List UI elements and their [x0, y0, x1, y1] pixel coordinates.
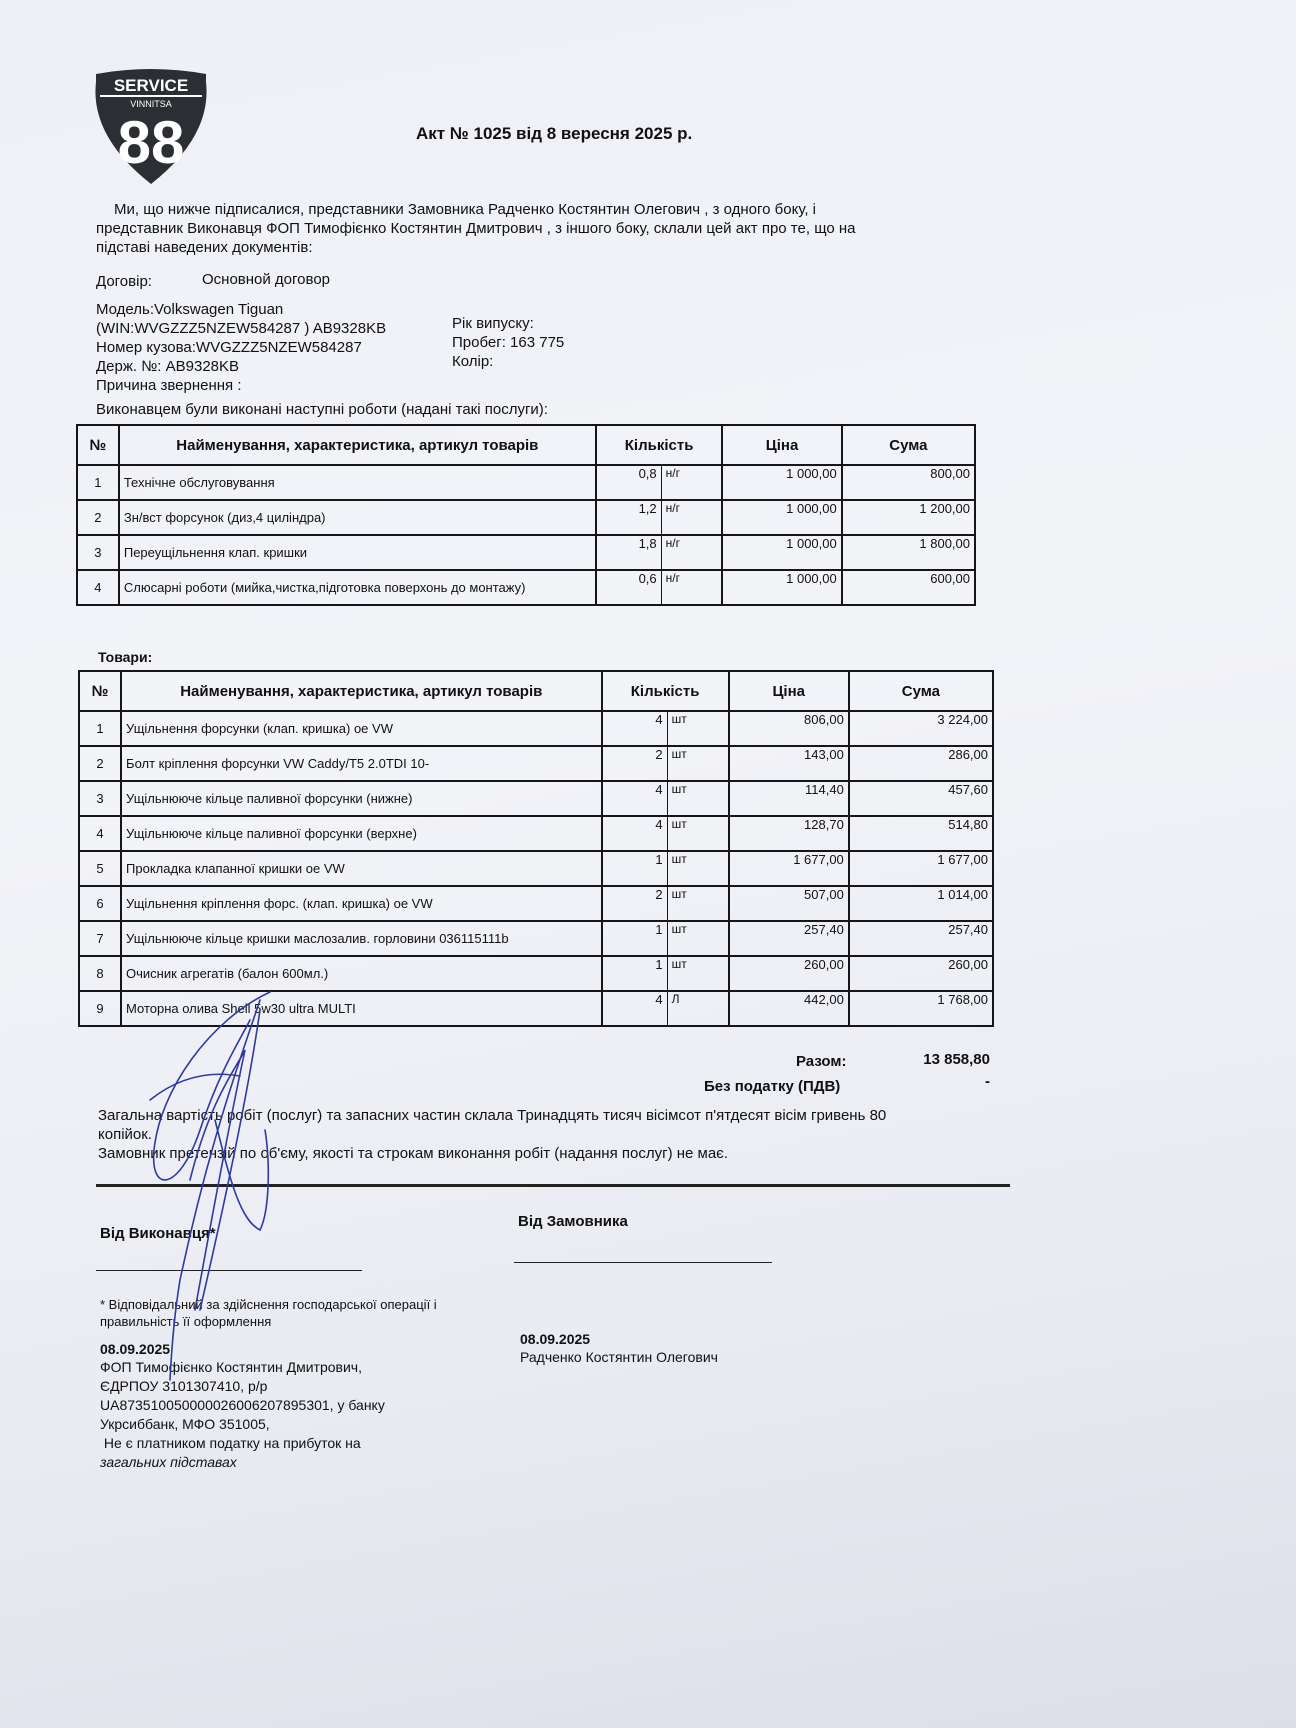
goods-cell-price: 1 677,00	[729, 851, 849, 886]
goods-cell-name: Ущільнення кріплення форс. (клап. кришка) ое VW	[121, 886, 602, 921]
executor-tax-1: Не є платником податку на прибуток на	[100, 1435, 361, 1451]
goods-cell-num: 3	[79, 781, 121, 816]
works-header-qty: Кількість	[596, 425, 723, 465]
executor-name: ФОП Тимофієнко Костянтин Дмитрович,	[100, 1359, 362, 1375]
works-header-row	[77, 425, 975, 465]
goods-cell-qty: 1	[602, 921, 668, 956]
vehicle-extra	[452, 314, 692, 371]
contract-label: Договір:	[96, 273, 152, 290]
goods-row	[79, 816, 993, 851]
executor-tax-2: загальних підставах	[100, 1454, 237, 1470]
goods-cell-unit: шт	[667, 781, 729, 816]
executor-heading: Від Виконавця*	[100, 1225, 216, 1242]
goods-header-sum: Сума	[849, 671, 993, 711]
summary-line-1: Загальна вартість робіт (послуг) та запасних частин склала Тринадцять тисяч вісімсот п'ятдесят вісім гривень 80	[98, 1107, 887, 1124]
works-cell-name: Слюсарні роботи (мийка,чистка,підготовка поверхонь до монтажу)	[119, 570, 596, 605]
works-cell-price: 1 000,00	[722, 500, 841, 535]
goods-header-num: №	[79, 671, 121, 711]
works-cell-name: Зн/вст форсунок (диз,4 циліндра)	[119, 500, 596, 535]
works-table	[76, 424, 976, 606]
logo-top-text: SERVICE	[113, 76, 189, 95]
works-cell-num: 2	[77, 500, 119, 535]
goods-row	[79, 921, 993, 956]
works-cell-qty: 1,2	[596, 500, 661, 535]
goods-cell-num: 5	[79, 851, 121, 886]
works-row	[77, 465, 975, 500]
goods-cell-name: Очисник агрегатів (балон 600мл.)	[121, 956, 602, 991]
logo-city: VINNITSA	[130, 99, 172, 109]
goods-cell-num: 8	[79, 956, 121, 991]
vehicle-block	[96, 300, 456, 395]
service-88-logo	[90, 66, 212, 186]
executor-note-1: * Відповідальний за здійснення господарської операції і	[100, 1297, 437, 1312]
works-cell-unit: н/г	[661, 535, 722, 570]
goods-cell-num: 2	[79, 746, 121, 781]
goods-row	[79, 781, 993, 816]
works-header-sum: Сума	[842, 425, 975, 465]
executor-iban: UA873510050000026006207895301, у банку	[100, 1397, 385, 1413]
goods-cell-qty: 2	[602, 746, 668, 781]
vehicle-model: Модель:Volkswagen Tiguan	[96, 301, 284, 318]
works-cell-qty: 0,6	[596, 570, 661, 605]
goods-cell-num: 7	[79, 921, 121, 956]
goods-cell-name: Моторна олива Shell 5w30 ultra MULTI	[121, 991, 602, 1026]
goods-cell-name: Ущільнення форсунки (клап. кришка) ое VW	[121, 711, 602, 746]
goods-cell-price: 806,00	[729, 711, 849, 746]
works-header-num: №	[77, 425, 119, 465]
goods-cell-qty: 1	[602, 851, 668, 886]
goods-cell-unit: шт	[667, 921, 729, 956]
vehicle-year: Рік випуску:	[452, 315, 534, 332]
vehicle-plate: Держ. №: AB9328KB	[96, 358, 240, 375]
works-row	[77, 500, 975, 535]
goods-row	[79, 711, 993, 746]
works-cell-num: 1	[77, 465, 119, 500]
goods-cell-name: Ущільнююче кільце паливної форсунки (верхне)	[121, 816, 602, 851]
works-cell-sum: 1 200,00	[842, 500, 975, 535]
works-cell-sum: 600,00	[842, 570, 975, 605]
works-cell-name: Переущільнення клап. кришки	[119, 535, 596, 570]
goods-header-qty: Кількість	[602, 671, 729, 711]
goods-cell-sum: 257,40	[849, 921, 993, 956]
goods-row	[79, 886, 993, 921]
goods-cell-name: Болт кріплення форсунки VW Caddy/T5 2.0TDI 10-	[121, 746, 602, 781]
works-cell-unit: н/г	[661, 500, 722, 535]
goods-cell-price: 257,40	[729, 921, 849, 956]
works-cell-name: Технічне обслуговування	[119, 465, 596, 500]
goods-cell-num: 4	[79, 816, 121, 851]
customer-name: Радченко Костянтин Олегович	[520, 1349, 718, 1365]
goods-cell-qty: 4	[602, 991, 668, 1026]
goods-cell-unit: шт	[667, 746, 729, 781]
goods-cell-price: 507,00	[729, 886, 849, 921]
executor-date: 08.09.2025	[100, 1341, 171, 1357]
vehicle-reason: Причина звернення :	[96, 377, 242, 394]
goods-cell-num: 1	[79, 711, 121, 746]
summary-line-3: Замовник претензій по об'єму, якості та строкам виконання робіт (надання послуг) не має.	[98, 1145, 728, 1162]
goods-cell-sum: 1 768,00	[849, 991, 993, 1026]
goods-cell-sum: 3 224,00	[849, 711, 993, 746]
goods-row	[79, 851, 993, 886]
intro-line-2: представник Виконавця ФОП Тимофієнко Костянтин Дмитрович , з іншого боку, склали цей акт про те, що на	[96, 220, 856, 237]
contract-value: Основной договор	[202, 271, 330, 288]
goods-cell-name: Ущільнююче кільце паливної форсунки (нижне)	[121, 781, 602, 816]
total-label: Разом:	[796, 1053, 847, 1070]
customer-heading: Від Замовника	[518, 1213, 628, 1230]
works-cell-qty: 1,8	[596, 535, 661, 570]
goods-cell-num: 9	[79, 991, 121, 1026]
executor-bank: Укрсиббанк, МФО 351005,	[100, 1416, 270, 1432]
works-cell-num: 3	[77, 535, 119, 570]
goods-cell-sum: 260,00	[849, 956, 993, 991]
works-cell-unit: н/г	[661, 465, 722, 500]
vehicle-win: (WIN:WVGZZZ5NZEW584287 ) AB9328KB	[96, 320, 387, 337]
goods-label: Товари:	[98, 649, 153, 665]
works-cell-unit: н/г	[661, 570, 722, 605]
works-intro: Виконавцем були виконані наступні роботи (надані такі послуги):	[96, 401, 548, 418]
customer-date: 08.09.2025	[520, 1331, 591, 1347]
goods-cell-sum: 1 677,00	[849, 851, 993, 886]
goods-cell-qty: 4	[602, 816, 668, 851]
works-header-price: Ціна	[722, 425, 841, 465]
goods-cell-qty: 1	[602, 956, 668, 991]
goods-table	[78, 670, 994, 1027]
works-row	[77, 535, 975, 570]
vehicle-mileage: Пробег: 163 775	[452, 334, 565, 351]
works-cell-price: 1 000,00	[722, 465, 841, 500]
goods-cell-sum: 514,80	[849, 816, 993, 851]
goods-cell-qty: 2	[602, 886, 668, 921]
goods-cell-unit: Л	[667, 991, 729, 1026]
goods-cell-price: 143,00	[729, 746, 849, 781]
goods-cell-qty: 4	[602, 781, 668, 816]
works-cell-sum: 1 800,00	[842, 535, 975, 570]
logo-number: 88	[117, 109, 185, 176]
executor-signature	[120, 980, 360, 1400]
goods-cell-unit: шт	[667, 816, 729, 851]
vat-label: Без податку (ПДВ)	[704, 1078, 841, 1095]
works-cell-price: 1 000,00	[722, 535, 841, 570]
goods-cell-sum: 286,00	[849, 746, 993, 781]
goods-table-body	[79, 711, 993, 1026]
goods-cell-unit: шт	[667, 956, 729, 991]
goods-cell-unit: шт	[667, 711, 729, 746]
executor-note-2: правильність її оформлення	[100, 1314, 272, 1329]
goods-cell-sum: 1 014,00	[849, 886, 993, 921]
intro-paragraph	[96, 200, 946, 257]
goods-cell-unit: шт	[667, 851, 729, 886]
goods-cell-price: 260,00	[729, 956, 849, 991]
goods-cell-num: 6	[79, 886, 121, 921]
executor-edrpou: ЄДРПОУ 3101307410, р/р	[100, 1378, 268, 1394]
works-cell-qty: 0,8	[596, 465, 661, 500]
customer-signature-line	[514, 1262, 772, 1263]
total-value: 13 858,80	[923, 1051, 990, 1068]
goods-cell-unit: шт	[667, 886, 729, 921]
goods-cell-sum: 457,60	[849, 781, 993, 816]
goods-header-row	[79, 671, 993, 711]
summary-line-2: копійок.	[98, 1126, 152, 1143]
goods-row	[79, 746, 993, 781]
goods-header-price: Ціна	[729, 671, 849, 711]
goods-cell-price: 442,00	[729, 991, 849, 1026]
goods-cell-name: Прокладка клапанної кришки ое VW	[121, 851, 602, 886]
works-header-name: Найменування, характеристика, артикул товарів	[119, 425, 596, 465]
works-cell-sum: 800,00	[842, 465, 975, 500]
works-row	[77, 570, 975, 605]
vehicle-color: Колір:	[452, 353, 494, 370]
goods-cell-qty: 4	[602, 711, 668, 746]
intro-line-1: Ми, що нижче підписалися, представники Замовника Радченко Костянтин Олегович , з одного боку, і	[114, 201, 816, 218]
intro-line-3: підставі наведених документів:	[96, 239, 313, 256]
document-title: Акт № 1025 від 8 вересня 2025 р.	[416, 124, 693, 143]
works-table-body	[77, 465, 975, 605]
goods-cell-price: 114,40	[729, 781, 849, 816]
goods-cell-name: Ущільнююче кільце кришки маслозалив. горловини 036115111b	[121, 921, 602, 956]
works-cell-num: 4	[77, 570, 119, 605]
works-cell-price: 1 000,00	[722, 570, 841, 605]
vehicle-body-number: Номер кузова:WVGZZZ5NZEW584287	[96, 339, 362, 356]
goods-cell-price: 128,70	[729, 816, 849, 851]
goods-header-name: Найменування, характеристика, артикул товарів	[121, 671, 602, 711]
vat-value: -	[985, 1073, 990, 1090]
